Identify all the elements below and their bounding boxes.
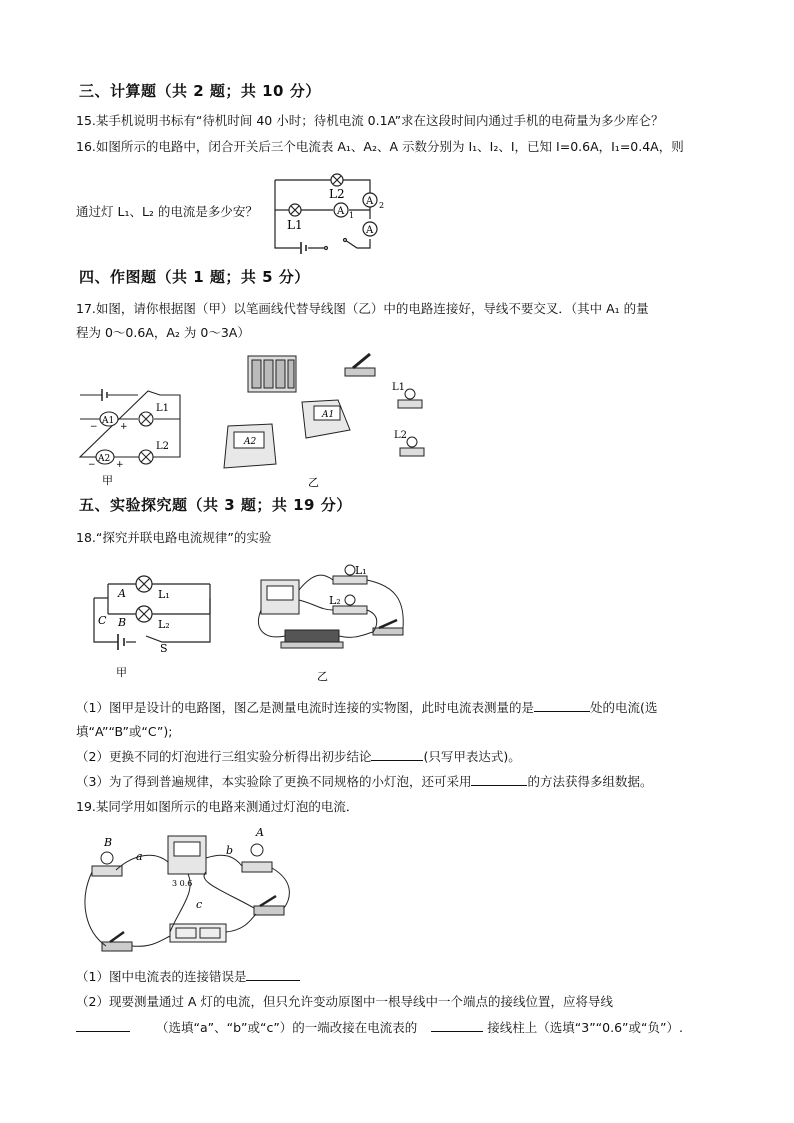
fig19-wire-c: c [196, 898, 203, 911]
fig18-label-L2: L₂ [158, 618, 170, 631]
q19-2-answer-blank-wire[interactable] [76, 1019, 130, 1032]
q18-1-answer-blank[interactable] [534, 699, 590, 712]
figure-19-physical [76, 822, 306, 962]
fig16-label-L2: L2 [329, 187, 345, 201]
fig16-meter-A2: A [366, 196, 374, 207]
question-19-2-line1: （2）现要测量通过 A 灯的电流，但只允许变动原图中一根导线中一个端点的接线位置，应将导线 [76, 994, 613, 1009]
fig17-minus-1: − [90, 422, 98, 432]
fig18-caption-jia: 甲 [116, 666, 127, 679]
q18-1-text-a: （1）图甲是设计的电路图，图乙是测量电流时连接的实物图，此时电流表测量的是 [76, 700, 534, 715]
fig19-wire-a: a [136, 850, 143, 863]
figure-17-components-yi [218, 350, 453, 490]
question-17-line2: 程为 0～0.6A，A₂ 为 0～3A） [76, 325, 250, 340]
fig18-point-C: C [98, 614, 107, 627]
fig17-label-L2: L2 [156, 441, 170, 452]
q18-2-text-a: （2）更换不同的灯泡进行三组实验分析得出初步结论 [76, 749, 372, 764]
question-19-2-line2 [76, 1019, 683, 1037]
fig17-plus-2: + [116, 460, 124, 470]
q19-1-text: （1）图中电流表的连接错误是 [76, 969, 247, 984]
q18-2-answer-blank[interactable] [371, 748, 423, 761]
fig17-label-L1: L1 [156, 403, 170, 414]
fig16-meter-A1-sub: 1 [349, 211, 355, 220]
fig18-yi-label-L1: L₁ [355, 564, 367, 577]
q18-3-text-a: （3）为了得到普遍规律，本实验除了更换不同规格的小灯泡，还可采用 [76, 774, 472, 789]
fig17-caption-jia: 甲 [102, 474, 113, 487]
q19-2-text-b: （选填“a”、“b”或“c”）的一端改接在电流表的 [155, 1020, 418, 1035]
question-16-line1: 16.如图所示的电路中，闭合开关后三个电流表 A₁、A₂、A 示数分别为 I₁、I₂、I，已知 I=0.6A，I₁=0.4A，则 [76, 139, 684, 154]
fig18-point-B: B [118, 616, 127, 629]
question-18-2 [76, 748, 521, 766]
fig17-meter-A1: A1 [102, 416, 115, 426]
fig16-meter-A2-sub: 2 [379, 201, 385, 210]
figure-18-schematic-jia [88, 570, 218, 680]
fig17-yi-label-L1: L1 [392, 382, 406, 393]
fig17-yi-meter-A1: A1 [322, 410, 335, 420]
fig18-caption-yi: 乙 [317, 670, 328, 683]
fig17-yi-meter-A2: A2 [244, 437, 257, 447]
q19-2-answer-blank-terminal[interactable] [431, 1019, 483, 1032]
fig16-meter-A1: A [337, 206, 345, 217]
fig19-wire-b: b [226, 844, 234, 857]
fig16-meter-A: A [366, 225, 374, 236]
figure-18-physical-yi [255, 560, 415, 685]
fig17-yi-label-L2: L2 [394, 430, 408, 441]
fig17-meter-A2: A2 [98, 454, 111, 464]
q18-3-text-b: 的方法获得多组数据。 [527, 774, 653, 789]
question-16-line2: 通过灯 L₁、L₂ 的电流是多少安？ [76, 204, 258, 219]
section-3-heading: 三、计算题（共 2 题；共 10 分） [79, 82, 321, 100]
question-19: 19.某同学用如图所示的电路来测通过灯泡的电流． [76, 799, 359, 814]
fig19-bulb-B: B [104, 836, 113, 849]
question-18-1-line1 [76, 699, 657, 717]
figure-17-schematic-jia [76, 385, 186, 485]
switch-component [345, 354, 375, 376]
fig18-point-A: A [118, 587, 126, 600]
question-15: 15.某手机说明书标有“待机时间 40 小时；待机电流 0.1A”求在这段时间内通过手机的电荷量为多少库仑？ [76, 113, 664, 128]
fig16-label-L1: L1 [287, 218, 303, 232]
question-19-1 [76, 968, 300, 986]
fig18-yi-label-L2: L₂ [329, 594, 341, 607]
fig19-meter-scale: 3 0.6 [172, 879, 193, 888]
fig18-label-L1: L₁ [158, 588, 170, 601]
fig17-caption-yi: 乙 [308, 476, 319, 489]
q18-2-text-b: (只写甲表达式)。 [423, 749, 521, 764]
section-4-heading: 四、作图题（共 1 题；共 5 分） [79, 268, 310, 286]
question-18-3 [76, 773, 652, 791]
fig17-plus-1: + [120, 422, 128, 432]
q19-1-answer-blank[interactable] [246, 968, 300, 981]
fig18-label-S: S [160, 642, 168, 655]
fig17-minus-2: − [88, 460, 96, 470]
fig19-bulb-A: A [256, 826, 264, 839]
battery-pack [248, 356, 296, 392]
figure-16-circuit [265, 170, 395, 255]
question-18: 18.“探究并联电路电流规律”的实验 [76, 530, 272, 545]
q19-2-text-c: 接线柱上（选填“3”“0.6”或“负”）. [487, 1020, 683, 1035]
q18-1-text-b: 处的电流(选 [589, 700, 658, 715]
q18-3-answer-blank[interactable] [471, 773, 527, 786]
section-5-heading: 五、实验探究题（共 3 题；共 19 分） [79, 496, 352, 514]
question-18-1-line2: 填“A”“B”或“C”); [76, 724, 173, 739]
question-17-line1: 17.如图，请你根据图（甲）以笔画线代替导线图（乙）中的电路连接好，导线不要交叉．（其中 A₁ 的量 [76, 301, 649, 316]
